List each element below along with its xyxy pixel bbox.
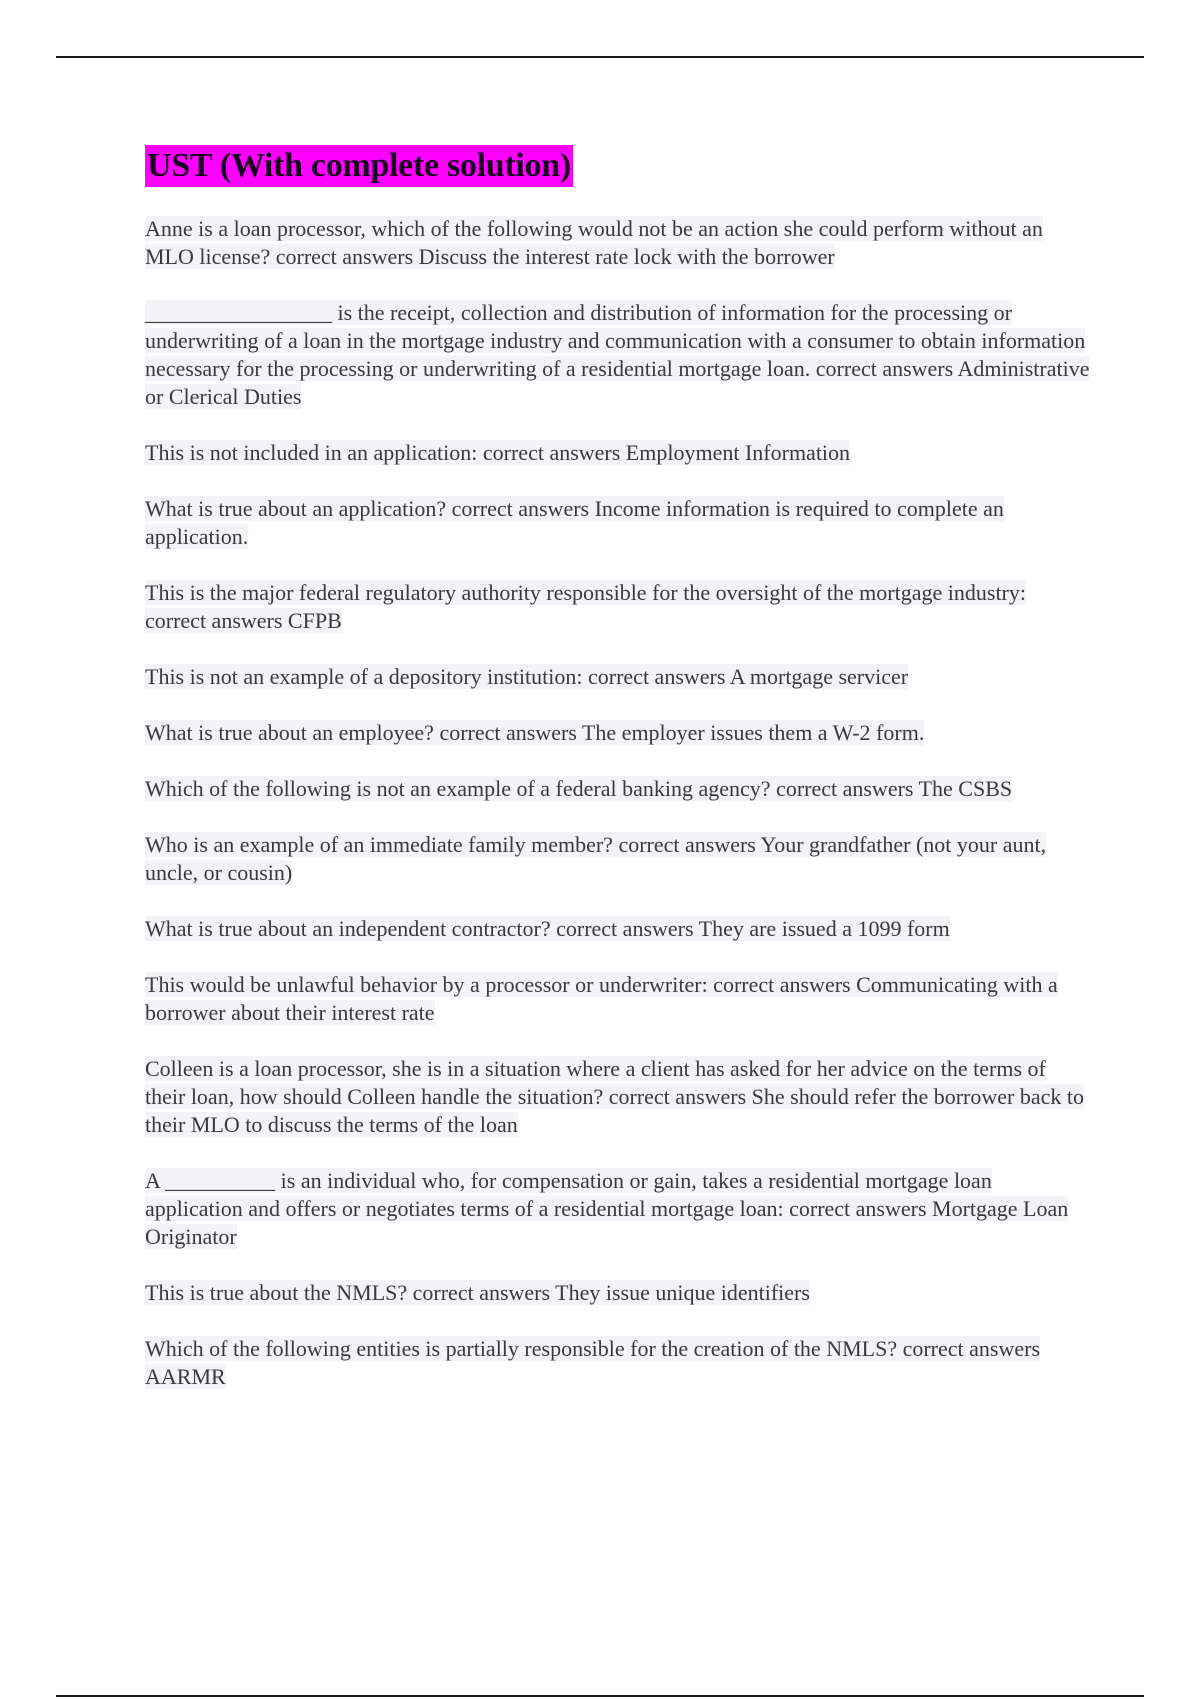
title-block [145,145,1090,187]
document-body [145,145,1090,1419]
qa-text: What is true about an application? correct answers Income information is required to complete an application. [145,496,1004,549]
qa-text: Which of the following is not an example of a federal banking agency? correct answers The CSBS [145,776,1013,801]
qa-item [145,579,1090,635]
bottom-rule [56,1695,1144,1697]
qa-text: What is true about an employee? correct answers The employer issues them a W-2 form. [145,720,925,745]
qa-text: Who is an example of an immediate family member? correct answers Your grandfather (not your aunt, uncle, or cousin) [145,832,1047,885]
qa-text: This is not included in an application: correct answers Employment Information [145,440,851,465]
qa-item [145,1335,1090,1391]
qa-item [145,299,1090,411]
qa-item [145,831,1090,887]
qa-list [145,215,1090,1391]
qa-text: This is true about the NMLS? correct answers They issue unique identifiers [145,1280,810,1305]
qa-item [145,215,1090,271]
document-title: UST (With complete solution) [145,145,573,187]
qa-item [145,1167,1090,1251]
qa-item [145,439,1090,467]
qa-item [145,663,1090,691]
qa-item [145,495,1090,551]
qa-item [145,971,1090,1027]
qa-item [145,915,1090,943]
qa-text: Colleen is a loan processor, she is in a situation where a client has asked for her advice on the terms of their loan, how should Colleen handle the situation? correct answers She should refer the borrower back to their MLO to discuss the terms of the loan [145,1056,1084,1137]
qa-text: Which of the following entities is partially responsible for the creation of the NMLS? correct answers AARMR [145,1336,1041,1389]
qa-text: What is true about an independent contractor? correct answers They are issued a 1099 form [145,916,950,941]
qa-item [145,775,1090,803]
qa-item [145,1055,1090,1139]
qa-text: This is not an example of a depository institution: correct answers A mortgage servicer [145,664,909,689]
qa-text: _________________ is the receipt, collection and distribution of information for the processing or underwriting of a loan in the mortgage industry and communication with a consumer to obtain information necessary for the processing or underwriting of a residential mortgage loan. correct answers Administrative or Clerical Duties [145,300,1090,409]
qa-text: This is the major federal regulatory authority responsible for the oversight of the mortgage industry: correct answers CFPB [145,580,1026,633]
qa-text: Anne is a loan processor, which of the following would not be an action she could perform without an MLO license? correct answers Discuss the interest rate lock with the borrower [145,216,1043,269]
qa-item [145,719,1090,747]
qa-text: This would be unlawful behavior by a processor or underwriter: correct answers Communicating with a borrower about their interest rate [145,972,1058,1025]
qa-text: A __________ is an individual who, for compensation or gain, takes a residential mortgage loan application and offers or negotiates terms of a residential mortgage loan: correct answers Mortgage Loan Originator [145,1168,1069,1249]
top-rule [56,56,1144,58]
qa-item [145,1279,1090,1307]
